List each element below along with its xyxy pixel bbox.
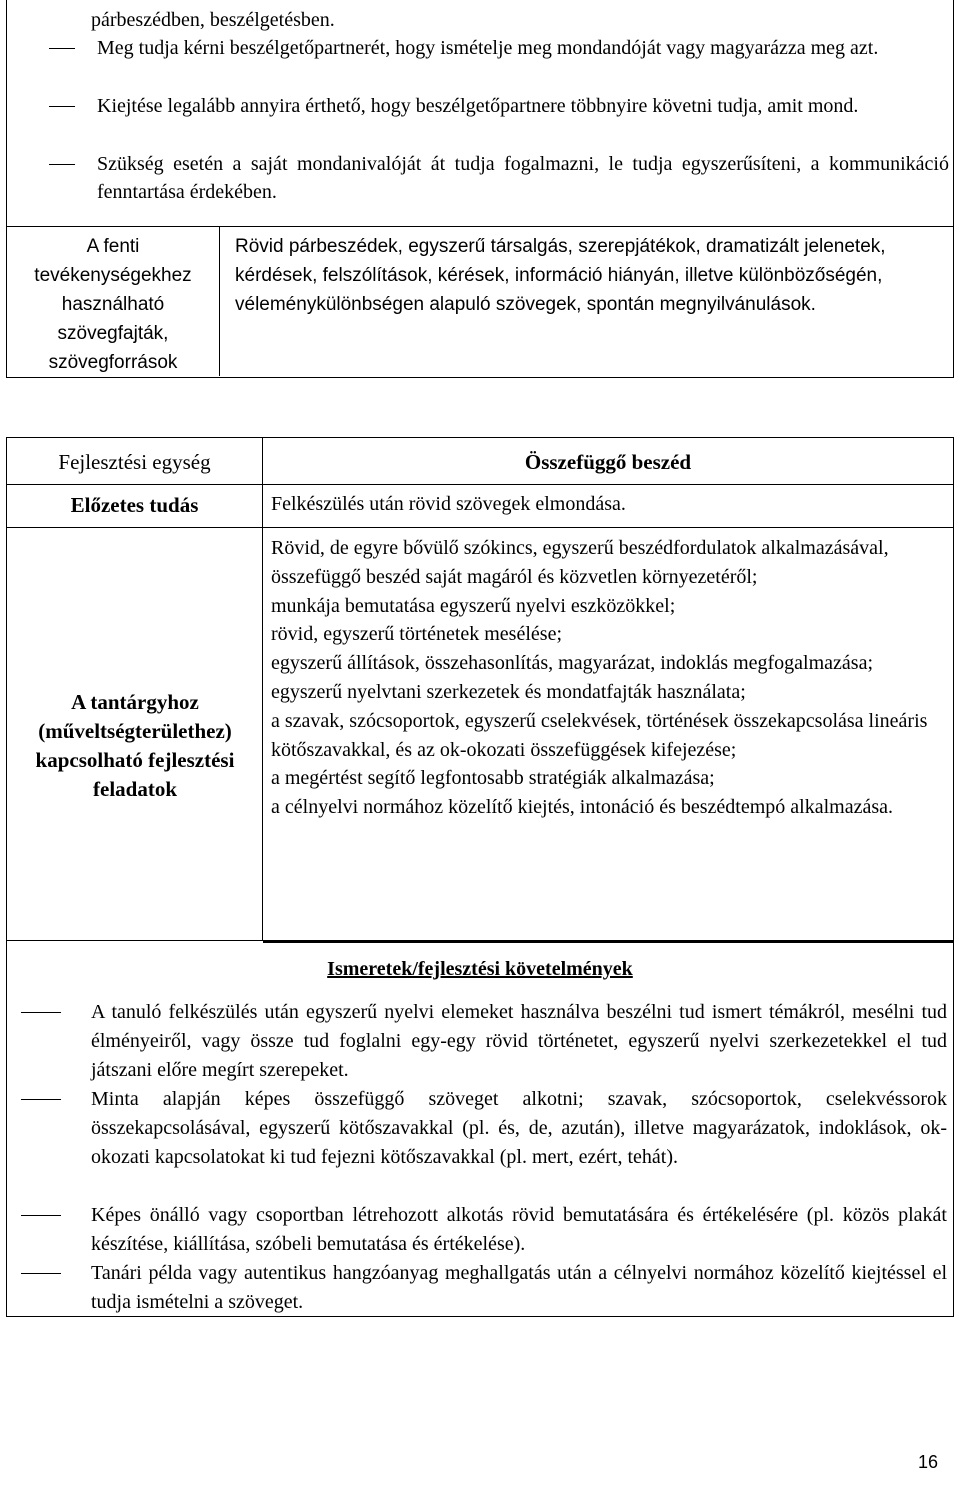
dash-marker [21,1273,61,1274]
text-types-label-cell [7,226,220,376]
tasks-label: A tantárgyhoz (műveltségterülethez) kapcsolható fejlesztési feladatok [35,690,235,801]
requirement-item [21,1085,947,1172]
row-divider [7,940,953,943]
task-line: egyszerű nyelvtani szerkezetek és mondatfajták használata; [271,680,746,703]
task-line: rövid, egyszerű történetek mesélése; [271,623,562,646]
task-line: munkája bemutatása egyszerű nyelvi eszközökkel; [271,594,676,617]
task-line: Rövid, de egyre bővülő szókincs, egyszerű beszédfordulatok alkalmazásával, összefüggő beszéd saját magáról és közvetlen környezetéről; [271,537,889,588]
prior-knowledge-value-cell [263,485,953,527]
task-line: a célnyelvi normához közelítő kiejtés, intonáció és beszédtempó alkalmazása. [271,796,893,819]
dash-marker [21,1215,61,1216]
top-table-bullets-cell [7,0,953,227]
divider-right [263,940,953,943]
dash-marker [49,164,75,165]
requirement-item [21,1201,947,1259]
prior-knowledge-label: Előzetes tudás [70,493,199,517]
table-row [7,438,953,485]
requirement-text: Tanári példa vagy autentikus hangzóanyag meghallgatás után a célnyelvi normához közelítő kiejtéssel el tudja ismételni a szöveget. [91,1262,947,1313]
dash-marker [21,1099,61,1100]
text-types-value: Rövid párbeszédek, egyszerű társalgás, szerepjátékok, dramatizált jelenetek, kérdések, felszólítások, kérések, információ hiányán, illetve különbözőségén, véleménykülönbségen alapuló szövegek, spontán megnyilvánulások. [235,236,886,315]
requirements-title: Ismeretek/fejlesztési követelmények [327,958,633,980]
bullet-text: Szükség esetén a saját mondanivalóját át tudja fogalmazni, le tudja egyszerűsíteni, a kommunikáció fenntartása érdekében. [97,153,949,203]
table-row [7,485,953,528]
requirement-item [21,1259,947,1317]
tasks-value-cell [263,528,953,940]
tasks-label-cell [7,528,263,940]
page-number: 16 [917,1452,938,1472]
prior-knowledge-label-cell [7,485,263,527]
task-line: egyszerű állítások, összehasonlítás, magyarázat, indoklás megfogalmazása; [271,652,874,675]
task-line: a megértést segítő legfontosabb stratégiák alkalmazása; [271,767,715,790]
bullet-item [49,34,949,62]
text-types-value-cell [220,226,953,376]
text-types-label: A fenti tevékenységekhez használható szövegfajták, szövegforrások [34,236,192,373]
lead-text: párbeszédben, beszélgetésben. [91,9,335,31]
bullet-item [49,150,949,206]
dash-marker [21,1012,61,1013]
bullet-item [49,92,949,120]
unit-label-cell [7,438,263,484]
divider-left [7,940,263,941]
requirement-text: A tanuló felkészülés után egyszerű nyelvi elemeket használva beszélni tud ismert témákról, mesélni tud élményeiről, vagy össze tud foglalni egy-egy rövid történetet, egyszerű nyelvi szerkezetekkel el tud játszani előre megírt szerepeket. [91,1001,947,1081]
dash-marker [49,106,75,107]
table-row [7,528,953,940]
tasks-list [271,534,947,822]
unit-label: Fejlesztési egység [58,450,211,474]
task-line: a szavak, szócsoportok, egyszerű cselekvések, történések összekapcsolása lineáris kötőszavakkal, és az ok-okozati összefüggések kifejezése; [271,709,928,761]
prior-knowledge-value: Felkészülés után rövid szövegek elmondása. [271,493,626,515]
dash-marker [49,48,75,49]
unit-value: Összefüggő beszéd [524,450,692,474]
requirement-text: Képes önálló vagy csoportban létrehozott alkotás rövid bemutatására és értékelésére (pl. közös plakát készítése, kiállítása, szóbeli bemutatása és értékelése). [91,1204,947,1255]
bullet-text: Kiejtése legalább annyira érthető, hogy beszélgetőpartnere többnyire követni tudja, amit mond. [97,95,859,117]
top-table [6,0,954,378]
development-table [6,437,954,1317]
requirement-text: Minta alapján képes összefüggő szöveget alkotni; szavak, szócsoportok, cselekvéssorok összekapcsolásával, egyszerű kötőszavakkal (pl. és, de, azután), illetve magyarázatok, indoklások, ok-okozati kapcsolatokat ki tud fejezni kötőszavakkal (pl. mert, ezért, tehát). [91,1088,947,1168]
bullet-text: Meg tudja kérni beszélgetőpartnerét, hogy ismételje meg mondandóját vagy magyarázza meg azt. [97,37,879,59]
unit-value-cell [263,438,953,484]
requirement-item [21,998,947,1085]
